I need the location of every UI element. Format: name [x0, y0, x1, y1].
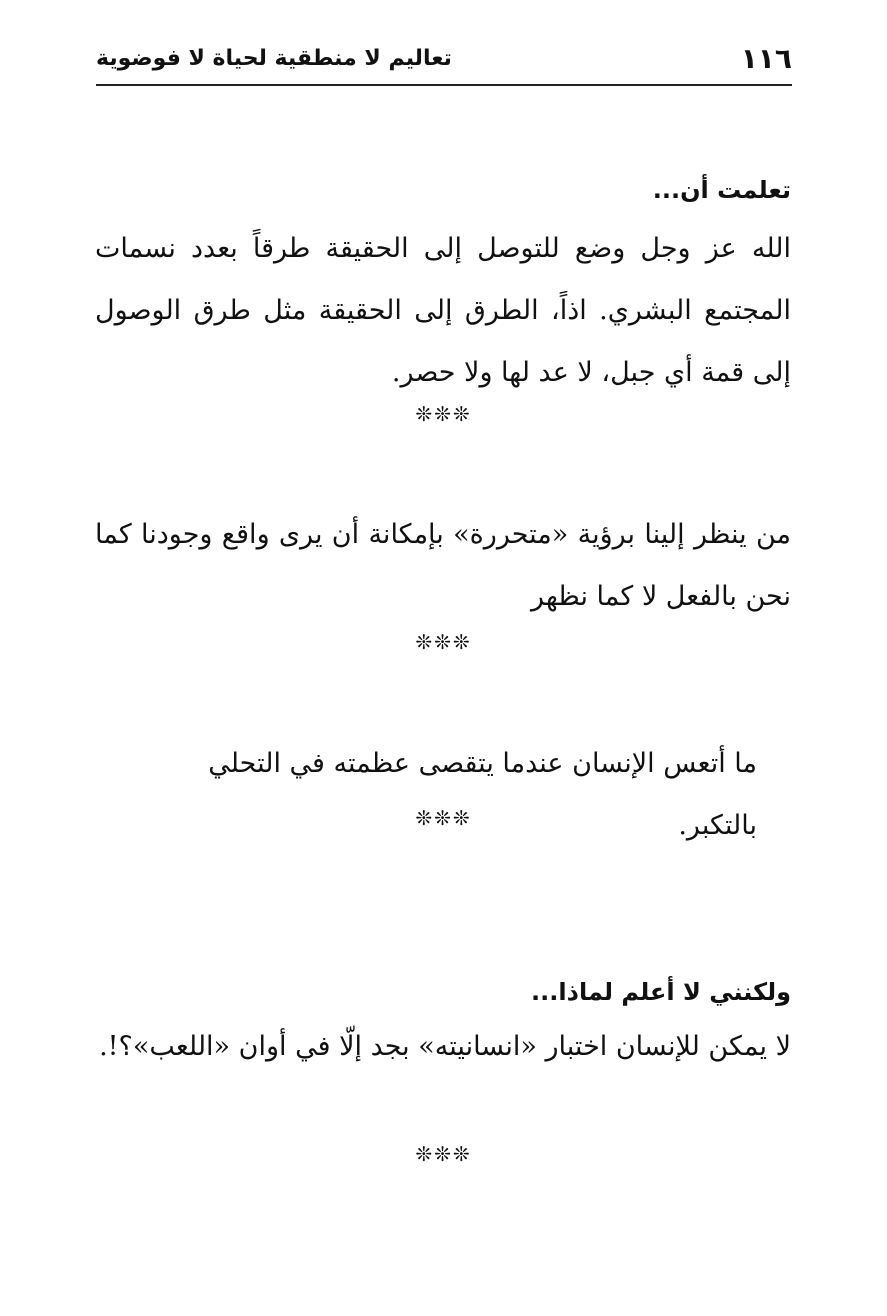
section-heading: ولكنني لا أعلم لماذا... [531, 978, 791, 1006]
page-number: ١١٦ [740, 42, 792, 75]
section-heading: تعلمت أن... [652, 176, 791, 204]
page-header [96, 40, 792, 86]
running-title: تعاليم لا منطقية لحياة لا فوضوية [96, 46, 452, 71]
paragraph: الله عز وجل وضع للتوصل إلى الحقيقة طرقاً بعدد نسمات المجتمع البشري. اذاً، الطرق إلى الحقيقة مثل طرق الوصول إلى قمة أي جبل، لا عد لها ولا حصر. [95, 233, 791, 388]
paragraph: من ينظر إلينا برؤية «متحررة» بإمكانة أن يرى واقع وجودنا كما نحن بالفعل لا كما نظهر [95, 519, 791, 612]
separator: ❊❊❊ [415, 806, 472, 830]
paragraph: لا يمكن للإنسان اختبار «انسانيته» بجد إلّا في أوان «اللعب»؟!. [99, 1031, 791, 1062]
separator: ❊❊❊ [415, 402, 472, 426]
paragraph: ما أتعس الإنسان عندما يتقصى عظمته في التحلي بالتكبر. [208, 748, 757, 841]
separator: ❊❊❊ [415, 630, 472, 654]
separator: ❊❊❊ [415, 1142, 472, 1166]
